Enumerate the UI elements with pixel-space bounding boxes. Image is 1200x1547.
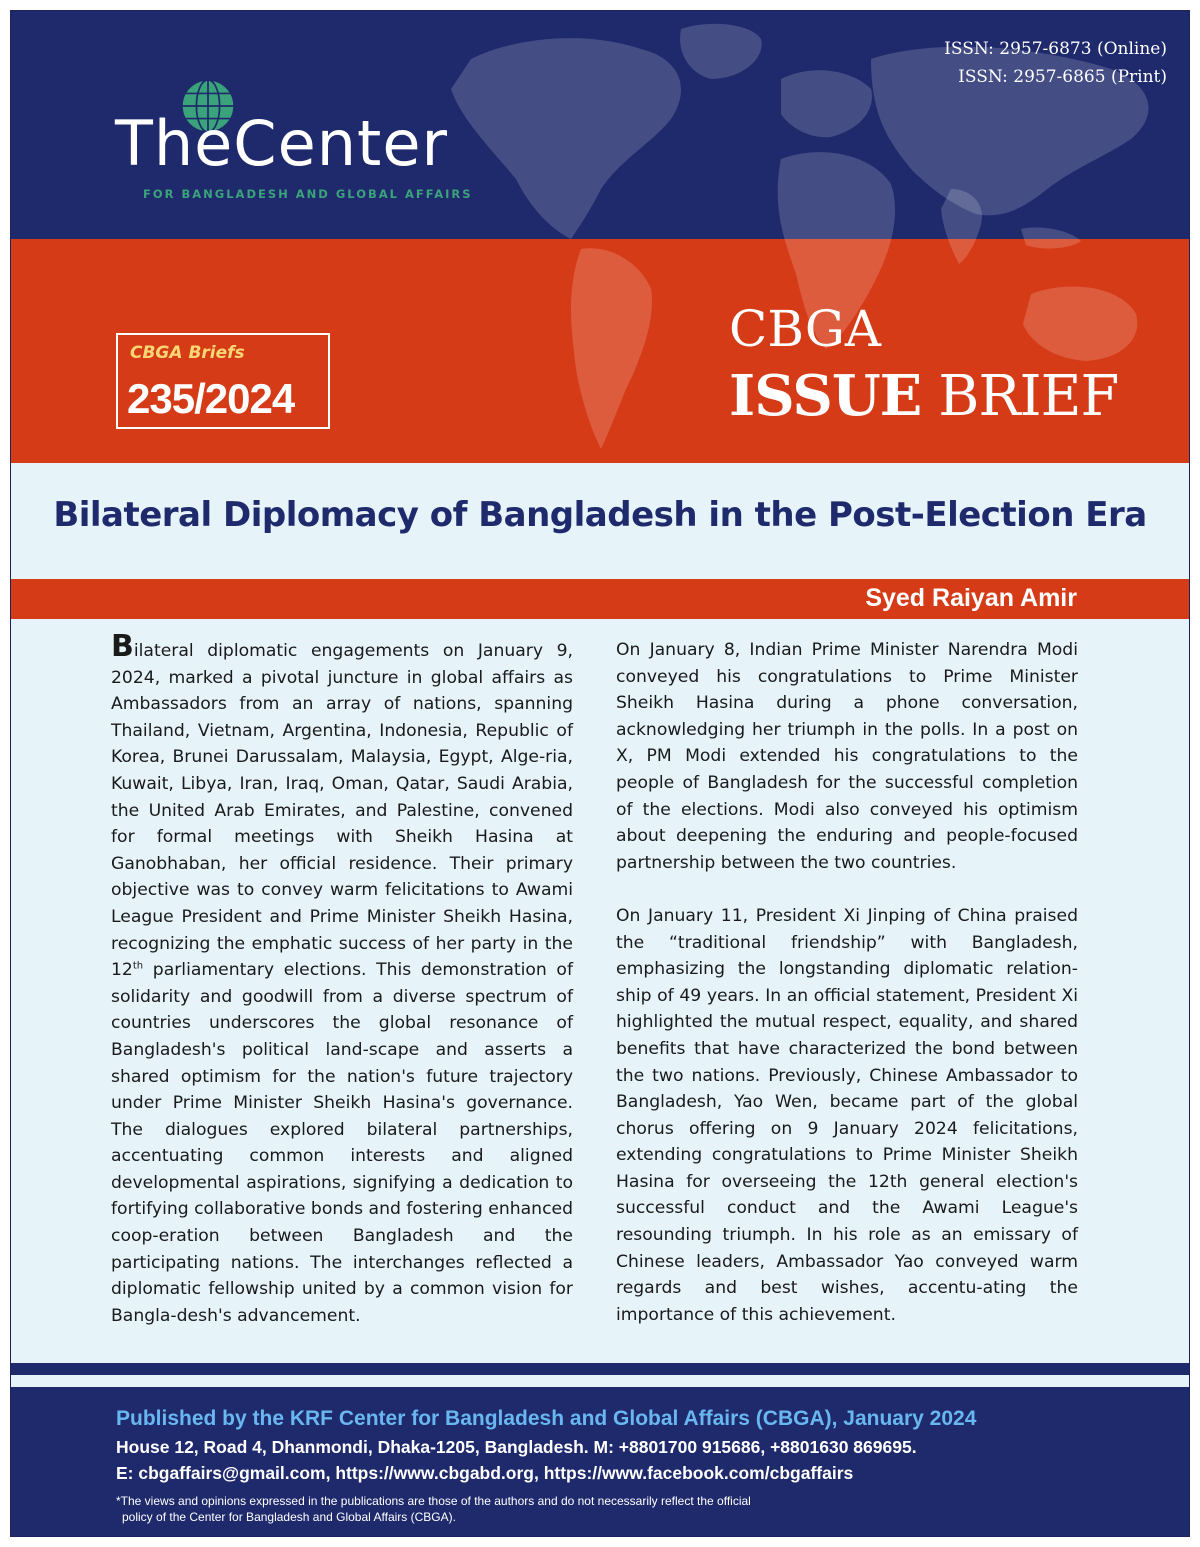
series-brief: BRIEF	[938, 364, 1119, 429]
author-band	[11, 579, 1189, 619]
publisher-line: Published by the KRF Center for Bangladesh and Global Affairs (CBGA), January 2024	[116, 1407, 977, 1430]
body-column-left	[111, 629, 574, 1329]
issue-brief-page	[10, 10, 1190, 1537]
brief-number: 235/2024	[127, 375, 295, 422]
author-name: Syed Raiyan Amir	[865, 584, 1077, 612]
series-cbga: CBGA	[729, 300, 881, 358]
body-text: ilateral diplomatic engagements on January 9, 2024, marked a pivotal juncture in global affairs as Ambassadors from an array of nations, spanning Thailand, Vietnam, Argentina, Indonesia, Republic of Korea, Brunei Darussalam, Malaysia, Egypt, Alge-ria, Kuwait, Libya, Iran, Iraq, Oman, Qatar, Saudi Arabia, the United Arab Emirates, and Palestine, convened for formal meetings with Sheikh Hasina at Ganobhaban, her official residence. Their primary objective was to convey warm felicitations to Awami League President and Prime Minister Sheikh Hasina, recognizing the emphatic success of her party in the 12	[111, 641, 573, 981]
series-title	[729, 363, 1118, 430]
body-text: parliamentary elections. This demonstration of solidarity and goodwill from a diverse spectrum of countries underscores the global resonance of Bangladesh's political land-scape and asserts a shared optimism for the nation's future trajectory under Prime Minister Sheikh Hasina's governance. The dialogues explored bilateral partnerships, accentuating common interests and aligned developmental aspirations, signifying a dedication to fortifying collaborative bonds and fostering enhanced coop-eration between Bangladesh and the participating nations. The interchanges reflected a diplomatic fellowship united by a common vision for Bangla-desh's advancement.	[111, 960, 574, 1326]
brief-number-box	[116, 333, 330, 429]
issn-online: ISSN: 2957-6873 (Online)	[944, 39, 1167, 59]
logo-wordmark: TheCenter	[115, 107, 448, 180]
brief-label: CBGA Briefs	[130, 343, 245, 363]
body-column-right	[616, 637, 1078, 1328]
footer-divider	[11, 1363, 1189, 1375]
disclaimer-line: *The views and opinions expressed in the publications are those of the authors and do not necessarily reflect the official	[116, 1494, 751, 1508]
body-paragraph: On January 8, Indian Prime Minister Narendra Modi conveyed his congratulations to Prime Minister Sheikh Hasina during a phone conversation, acknowledging her triumph in the polls. In a post on X, PM Modi extended his congratulations to the people of Bangladesh for the successful completion of the elections. Modi also conveyed his optimism about deepening the enduring and people-focused partnership between the two countries.	[616, 640, 1078, 873]
issn-print: ISSN: 2957-6865 (Print)	[958, 67, 1167, 87]
disclaimer-line: policy of the Center for Bangladesh and Global Affairs (CBGA).	[122, 1510, 456, 1524]
drop-cap: B	[111, 629, 134, 664]
logo-subtitle: FOR BANGLADESH AND GLOBAL AFFAIRS	[143, 187, 473, 201]
address-line: House 12, Road 4, Dhanmondi, Dhaka-1205, Bangladesh. M: +8801700 915686, +8801630 869695.	[116, 1437, 917, 1457]
body-paragraph: On January 11, President Xi Jinping of China praised the “traditional friendship” with Bangladesh, emphasizing the longstanding diplomatic relation-ship of 49 years. In an official statement, President Xi highlighted the mutual respect, equality, and shared benefits that have characterized the bond between the two nations. Previously, Chinese Ambassador to Bangladesh, Yao Wen, became part of the global chorus offering on 9 January 2024 felicitations, extending congratulations to Prime Minister Sheikh Hasina for overseeing the 12th general election's successful conduct and the Awami League's resounding triumph. In his role as an emissary of Chinese leaders, Ambassador Yao conveyed warm regards and best wishes, accentu-ating the importance of this achievement.	[616, 905, 1078, 1325]
contact-line: E: cbgaffairs@gmail.com, https://www.cbgabd.org, https://www.facebook.com/cbgaffairs	[116, 1463, 854, 1483]
issn-block	[944, 35, 1167, 91]
brief-title: Bilateral Diplomacy of Bangladesh in the Post-Election Era	[53, 495, 1147, 535]
series-issue: ISSUE	[729, 363, 922, 429]
ordinal-suffix: th	[132, 960, 144, 972]
disclaimer	[116, 1493, 876, 1525]
footer	[11, 1387, 1189, 1537]
body-paragraph	[111, 629, 574, 1329]
